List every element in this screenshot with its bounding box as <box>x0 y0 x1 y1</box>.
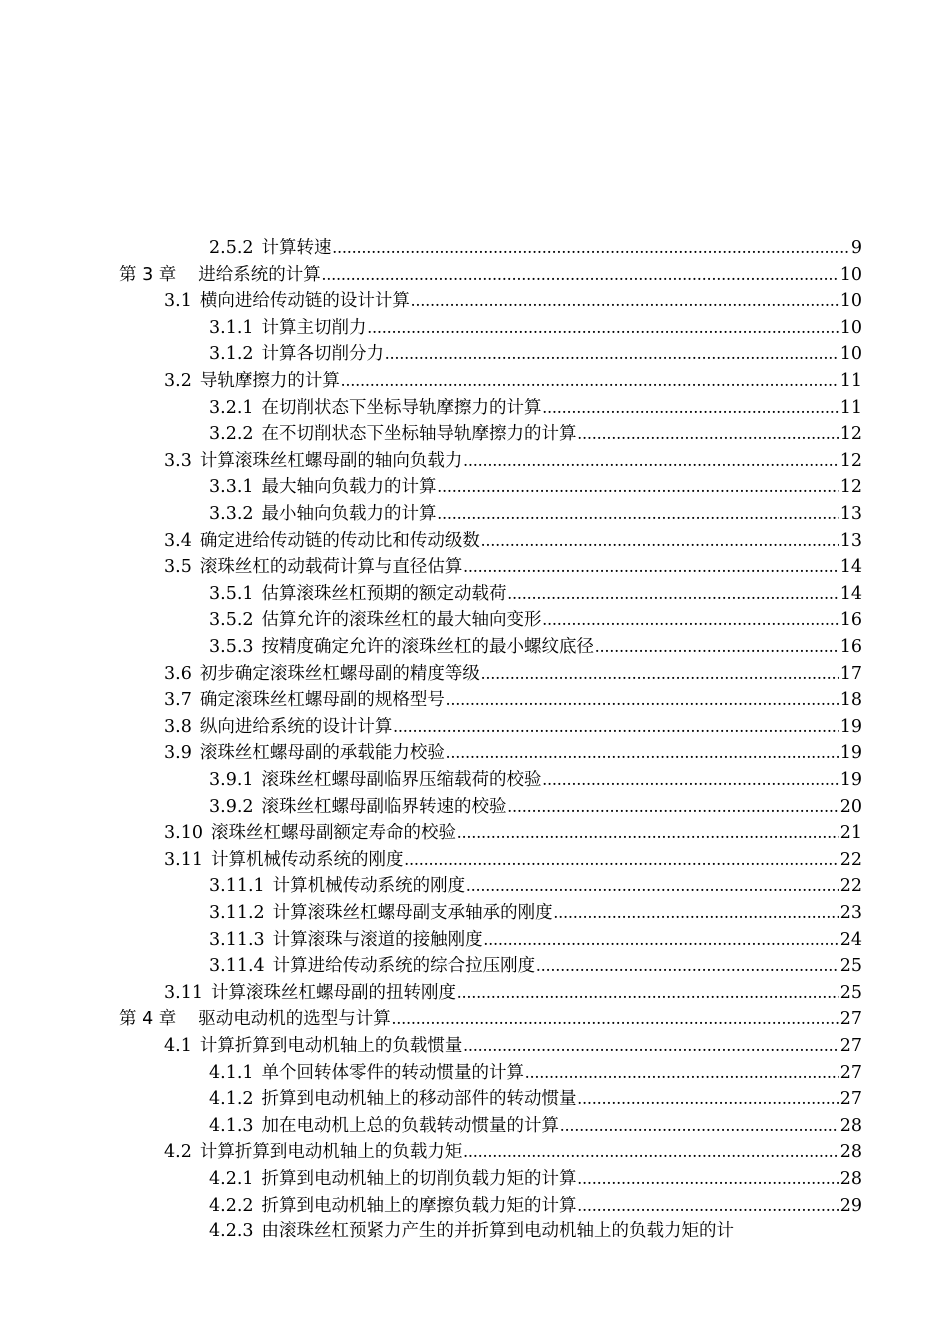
toc-entry-page-number: 10 <box>839 317 862 338</box>
toc-entry[interactable] <box>164 739 862 765</box>
toc-entry-number: 4.2.3 <box>209 1221 254 1242</box>
toc-entry-number: 3.5.3 <box>209 637 254 657</box>
toc-entry-number: 3.5.1 <box>209 583 254 604</box>
toc-entry-page-number: 27 <box>839 1009 862 1030</box>
toc-dot-leader <box>457 979 839 1005</box>
toc-entry-number: 3.3.2 <box>209 504 254 524</box>
toc-entry-title: 确定进给传动链的传动比和传动级数 <box>199 530 480 551</box>
toc-entry-page-number: 14 <box>839 557 862 578</box>
toc-entry-number: 3.9.2 <box>209 796 254 817</box>
toc-entry-page-number: 27 <box>839 1036 862 1056</box>
toc-entry-title: 计算折算到电动机轴上的负载力矩 <box>199 1142 463 1163</box>
toc-entry-page-number: 25 <box>839 982 862 1003</box>
toc-entry-number: 3.3.1 <box>209 477 254 498</box>
toc-dot-leader <box>393 713 838 739</box>
toc-entry-title: 计算折算到电动机轴上的负载惯量 <box>199 1036 463 1056</box>
toc-dot-leader <box>578 1192 839 1218</box>
toc-dot-leader <box>578 420 839 446</box>
toc-entry-number: 3.5.2 <box>209 610 254 631</box>
toc-entry-number: 2.5.2 <box>209 238 254 258</box>
toc-dot-leader <box>463 1032 838 1058</box>
toc-entry[interactable] <box>209 1112 862 1138</box>
toc-entry-number: 3.9 <box>164 743 192 764</box>
toc-entry-title: 计算滚珠与滚道的接触刚度 <box>272 929 483 950</box>
toc-dot-leader <box>446 686 839 712</box>
toc-entry-number: 3.11 <box>164 849 203 870</box>
toc-entry-number: 4.2 <box>164 1142 192 1163</box>
toc-dot-leader <box>481 660 839 686</box>
toc-entry-page-number: 12 <box>839 450 862 471</box>
toc-entry-number: 3.1.1 <box>209 317 254 338</box>
toc-entry-title: 滚珠丝杠螺母副临界转速的校验 <box>261 796 507 817</box>
toc-entry-title: 驱动电动机的选型与计算 <box>198 1009 391 1030</box>
toc-entry-page-number: 17 <box>839 663 862 684</box>
toc-entry-page-number: 14 <box>839 583 862 604</box>
toc-dot-leader <box>466 872 839 898</box>
toc-entry-number: 4.1.2 <box>209 1089 254 1110</box>
toc-dot-leader <box>385 340 839 366</box>
toc-entry-title: 最大轴向负载力的计算 <box>261 477 437 498</box>
toc-entry-title: 计算机械传动系统的刚度 <box>210 849 404 870</box>
toc-entry-number: 4.1.3 <box>209 1115 254 1136</box>
toc-entry[interactable] <box>209 872 862 898</box>
toc-entry-page-number: 20 <box>839 796 862 817</box>
toc-entry-title: 由滚珠丝杠预紧力产生的并折算到电动机轴上的负载力矩的计 <box>261 1221 735 1242</box>
toc-dot-leader <box>463 553 838 579</box>
toc-entry-title: 计算机械传动系统的刚度 <box>272 876 466 897</box>
toc-entry-title: 纵向进给系统的设计计算 <box>199 716 393 737</box>
toc-dot-leader <box>543 606 839 632</box>
toc-entry-title: 折算到电动机轴上的移动部件的转动惯量 <box>261 1089 577 1110</box>
toc-entry-number: 3.2 <box>164 371 192 391</box>
toc-entry[interactable] <box>209 926 862 952</box>
toc-entry-page-number: 21 <box>839 823 862 844</box>
toc-entry[interactable] <box>164 527 862 553</box>
toc-entry-page-number: 25 <box>839 956 862 977</box>
toc-entry[interactable] <box>119 1005 862 1031</box>
toc-entry[interactable] <box>209 606 862 632</box>
toc-dot-leader <box>543 766 839 792</box>
toc-entry[interactable] <box>209 234 862 260</box>
toc-entry[interactable] <box>209 766 862 792</box>
toc-entry-page-number: 28 <box>839 1115 862 1136</box>
toc-dot-leader <box>525 1059 839 1085</box>
toc-dot-leader <box>578 1165 839 1191</box>
toc-entry[interactable] <box>164 1138 862 1164</box>
toc-entry-page-number: 19 <box>839 743 862 764</box>
toc-entry-number: 3.11.3 <box>209 929 265 950</box>
toc-entry-title: 单个回转体零件的转动惯量的计算 <box>261 1062 525 1083</box>
toc-entry-page-number: 27 <box>839 1089 862 1110</box>
toc-entry-page-number: 28 <box>839 1169 862 1189</box>
toc-entry-number: 4.2.1 <box>209 1169 254 1189</box>
toc-entry-title: 确定滚珠丝杠螺母副的规格型号 <box>199 690 445 711</box>
toc-dot-leader <box>560 1112 839 1138</box>
toc-entry-title: 最小轴向负载力的计算 <box>261 504 437 524</box>
toc-entry[interactable] <box>164 819 862 845</box>
toc-dot-leader <box>463 447 838 473</box>
toc-entry[interactable] <box>209 420 862 446</box>
toc-entry-title: 滚珠丝杠螺母副的承载能力校验 <box>199 743 445 764</box>
toc-dot-leader <box>484 926 839 952</box>
toc-entry-page-number: 10 <box>839 291 862 312</box>
toc-entry-page-number: 12 <box>839 424 862 445</box>
toc-dot-leader <box>368 314 839 340</box>
toc-entry-title: 估算滚珠丝杠预期的额定动载荷 <box>261 583 507 604</box>
toc-entry-title: 导轨摩擦力的计算 <box>199 371 340 391</box>
toc-entry[interactable] <box>119 261 862 287</box>
toc-entry-title: 折算到电动机轴上的切削负载力矩的计算 <box>261 1169 577 1189</box>
toc-dot-leader <box>404 846 838 872</box>
toc-dot-leader <box>595 633 839 659</box>
toc-entry-title: 进给系统的计算 <box>198 264 321 285</box>
toc-entry-title: 计算滚珠丝杠螺母副的轴向负载力 <box>199 450 463 471</box>
toc-entry-title: 初步确定滚珠丝杠螺母副的精度等级 <box>199 663 480 684</box>
toc-dot-leader <box>446 739 839 765</box>
toc-entry-number: 3.9.1 <box>209 770 254 790</box>
toc-entry-page-number: 13 <box>839 530 862 551</box>
toc-entry-number: 3.1.2 <box>209 344 254 365</box>
toc-entry-number: 3.7 <box>164 690 192 711</box>
toc-entry[interactable] <box>209 473 862 499</box>
toc-entry[interactable] <box>209 340 862 366</box>
toc-entry[interactable] <box>209 1192 862 1218</box>
toc-dot-leader <box>341 367 839 393</box>
toc-entry[interactable] <box>164 660 862 686</box>
toc-entry-title: 加在电动机上总的负载转动惯量的计算 <box>261 1115 560 1136</box>
toc-entry[interactable] <box>164 1032 862 1058</box>
toc-entry-number: 3.11.2 <box>209 903 265 923</box>
toc-entry-number: 4.1.1 <box>209 1062 254 1083</box>
toc-entry-number: 3.11 <box>164 982 203 1003</box>
toc-entry[interactable] <box>209 314 862 340</box>
toc-entry-page-number: 28 <box>839 1142 862 1163</box>
toc-entry[interactable] <box>209 1218 862 1244</box>
toc-dot-leader <box>333 234 850 260</box>
toc-dot-leader <box>438 500 839 526</box>
toc-entry-title: 估算允许的滚珠丝杠的最大轴向变形 <box>261 610 542 631</box>
toc-entry-number: 3.3 <box>164 450 192 471</box>
toc-entry[interactable] <box>164 447 862 473</box>
toc-entry-title: 滚珠丝杠螺母副临界压缩载荷的校验 <box>261 770 542 790</box>
toc-entry[interactable] <box>209 394 862 420</box>
toc-entry[interactable] <box>164 979 862 1005</box>
toc-entry-number: 4.1 <box>164 1036 192 1056</box>
toc-dot-leader <box>543 394 839 420</box>
toc-entry[interactable] <box>209 1165 862 1191</box>
toc-entry-title: 滚珠丝杠螺母副额定寿命的校验 <box>210 823 456 844</box>
toc-dot-leader <box>481 527 839 553</box>
toc-entry-page-number: 11 <box>839 371 862 391</box>
toc-entry-page-number: 23 <box>839 903 862 923</box>
toc-entry-page-number: 29 <box>839 1195 862 1216</box>
toc-entry-number: 3.10 <box>164 823 203 844</box>
toc-entry-page-number: 22 <box>839 849 862 870</box>
toc-entry[interactable] <box>209 1059 862 1085</box>
toc-dot-leader <box>508 580 839 606</box>
toc-entry-number: 第 4 章 <box>119 1009 177 1030</box>
toc-entry-page-number: 10 <box>839 264 862 285</box>
toc-entry-number: 3.6 <box>164 663 192 684</box>
toc-entry-page-number: 19 <box>839 716 862 737</box>
toc-entry-title: 计算滚珠丝杠螺母副支承轴承的刚度 <box>272 903 553 923</box>
toc-entry-page-number: 16 <box>839 610 862 631</box>
toc-entry[interactable] <box>209 500 862 526</box>
toc-entry-title: 按精度确定允许的滚珠丝杠的最小螺纹底径 <box>261 637 595 657</box>
toc-entry-title: 折算到电动机轴上的摩擦负载力矩的计算 <box>261 1195 577 1216</box>
toc-entry[interactable] <box>209 952 862 978</box>
toc-entry[interactable] <box>164 553 862 579</box>
toc-entry-title: 计算进给传动系统的综合拉压刚度 <box>272 956 536 977</box>
toc-entry-number: 第 3 章 <box>119 264 177 285</box>
toc-entry-number: 3.4 <box>164 530 192 551</box>
toc-dot-leader <box>554 899 839 925</box>
toc-entry[interactable] <box>164 713 862 739</box>
toc-entry[interactable] <box>209 633 862 659</box>
toc-entry-title: 计算主切削力 <box>261 317 367 338</box>
toc-entry-number: 3.5 <box>164 557 192 578</box>
toc-entry-page-number: 12 <box>839 477 862 498</box>
toc-dot-leader <box>536 952 839 978</box>
toc-entry-title: 在切削状态下坐标导轨摩擦力的计算 <box>261 397 542 418</box>
toc-entry-number: 4.2.2 <box>209 1195 254 1216</box>
toc-dot-leader <box>322 261 839 287</box>
toc-entry[interactable] <box>164 846 862 872</box>
toc-entry-page-number: 19 <box>839 770 862 790</box>
toc-entry-title: 滚珠丝杠的动载荷计算与直径估算 <box>199 557 463 578</box>
toc-entry-page-number: 24 <box>839 929 862 950</box>
toc-entry[interactable] <box>164 686 862 712</box>
toc-entry-page-number: 16 <box>839 637 862 657</box>
toc-entry-number: 3.2.1 <box>209 397 254 418</box>
toc-entry-title: 在不切削状态下坐标轴导轨摩擦力的计算 <box>261 424 577 445</box>
toc-entry-title: 横向进给传动链的设计计算 <box>199 291 410 312</box>
toc-entry-page-number: 11 <box>839 397 862 418</box>
toc-entry-number: 3.11.1 <box>209 876 265 897</box>
toc-dot-leader <box>457 819 839 845</box>
toc-dot-leader <box>411 287 839 313</box>
toc-dot-leader <box>578 1085 839 1111</box>
toc-entry[interactable] <box>209 899 862 925</box>
toc-entry-title: 计算转速 <box>261 238 332 258</box>
toc-entry-page-number: 22 <box>839 876 862 897</box>
toc-entry[interactable] <box>164 287 862 313</box>
toc-entry[interactable] <box>164 367 862 393</box>
toc-entry[interactable] <box>209 793 862 819</box>
toc-entry-page-number: 27 <box>839 1062 862 1083</box>
toc-entry-page-number: 13 <box>839 504 862 524</box>
toc-dot-leader <box>438 473 839 499</box>
toc-entry[interactable] <box>209 580 862 606</box>
toc-entry[interactable] <box>209 1085 862 1111</box>
toc-entry-title: 计算滚珠丝杠螺母副的扭转刚度 <box>210 982 456 1003</box>
toc-entry-number: 3.8 <box>164 716 192 737</box>
toc-entry-number: 3.1 <box>164 291 192 312</box>
toc-dot-leader <box>392 1005 839 1031</box>
toc-dot-leader <box>463 1138 838 1164</box>
toc-entry-page-number: 10 <box>839 344 862 365</box>
toc-entry-number: 3.2.2 <box>209 424 254 445</box>
toc-entry-page-number: 18 <box>839 690 862 711</box>
toc-entry-title: 计算各切削分力 <box>261 344 385 365</box>
toc-dot-leader <box>508 793 839 819</box>
toc-entry-page-number: 9 <box>850 238 862 258</box>
toc-entry-number: 3.11.4 <box>209 956 265 977</box>
